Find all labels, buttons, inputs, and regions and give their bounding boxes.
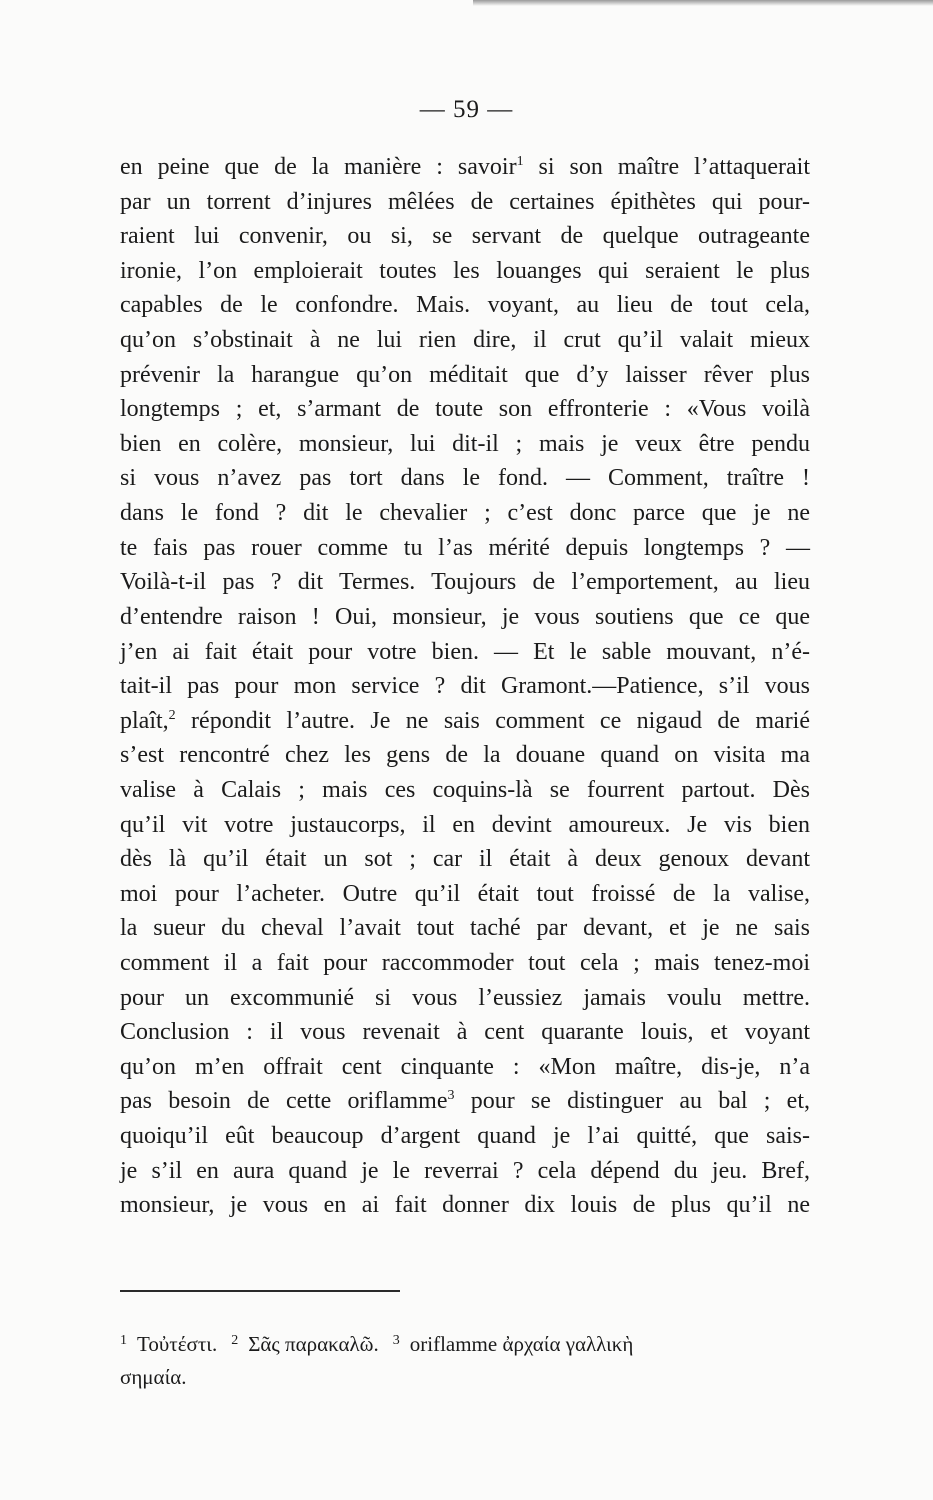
text-line-17: plaît,$^2$ répondit l’autre. Je ne sais comment ce nigaud de marié bbox=[120, 707, 810, 734]
footnote-ref-2[interactable]: 2 bbox=[168, 707, 176, 723]
text-line: qu’on s’obstinait à ne lui rien dire, il crut qu’il valait mieux bbox=[120, 327, 810, 354]
footnote-1-text: Τοὐτέστι. bbox=[137, 1332, 218, 1356]
footnote-2-number: 2 bbox=[231, 1333, 239, 1348]
text-line: moi pour l’acheter. Outre qu’il était tout froissé de la valise, bbox=[120, 880, 810, 907]
text-line: Conclusion : il vous revenait à cent quarante louis, et voyant bbox=[120, 1019, 810, 1046]
text-line: qu’il vit votre justaucorps, il en devint amoureux. Je vis bien bbox=[120, 811, 810, 838]
text-line: par un torrent d’injures mêlées de certaines épithètes qui pour- bbox=[120, 188, 810, 215]
footnote-2-text: Σᾶς παρακαλῶ. bbox=[248, 1332, 379, 1356]
text-line: longtemps ; et, s’armant de toute son effronterie : «Vous voilà bbox=[120, 396, 810, 423]
text-line: te fais pas rouer comme tu l’as mérité depuis longtemps ? — bbox=[120, 534, 810, 561]
text-line: si vous n’avez pas tort dans le fond. — Comment, traître ! bbox=[120, 465, 810, 492]
footnotes bbox=[120, 1323, 810, 1395]
text-line: capables de le confondre. Mais. voyant, au lieu de tout cela, bbox=[120, 292, 810, 319]
text-line: qu’on m’en offrait cent cinquante : «Mon maître, dis-je, n’a bbox=[120, 1053, 810, 1080]
text-line: comment il a fait pour raccommoder tout cela ; mais tenez-moi bbox=[120, 950, 810, 977]
text-line: j’en ai fait était pour votre bien. — Et le sable mouvant, n’é- bbox=[120, 638, 810, 665]
text-line: ironie, l’on emploierait toutes les louanges qui seraient le plus bbox=[120, 257, 810, 284]
text-line: dans le fond ? dit le chevalier ; c’est donc parce que je ne bbox=[120, 500, 810, 527]
body-text bbox=[120, 150, 810, 1223]
text-line: je s’il en aura quand je le reverrai ? cela dépend du jeu. Bref, bbox=[120, 1157, 810, 1184]
footnote-line-1 bbox=[120, 1323, 810, 1359]
footnote-ref-3[interactable]: 3 bbox=[447, 1088, 455, 1104]
text-line: Voilà-t-il pas ? dit Termes. Toujours de l’emportement, au lieu bbox=[120, 569, 810, 596]
footnote-line-2 bbox=[120, 1359, 810, 1395]
footnote-3-number: 3 bbox=[392, 1333, 400, 1348]
text-line-28: pas besoin de cette oriflamme$^3$ pour se distinguer au bal ; et, bbox=[120, 1088, 810, 1115]
text-line: la sueur du cheval l’avait tout taché par devant, et je ne sais bbox=[120, 915, 810, 942]
footnote-1-number: 1 bbox=[120, 1333, 127, 1348]
text-line: d’entendre raison ! Oui, monsieur, je vous soutiens que ce que bbox=[120, 603, 810, 630]
text-line: valise à Calais ; mais ces coquins-là se fourrent partout. Dès bbox=[120, 776, 810, 803]
text-line-1: en peine que de la manière : savoir$^1$ si son maître l’attaquerait bbox=[120, 154, 810, 180]
footnote-3-text: oriflamme ἀρχαία γαλλικὴ bbox=[409, 1332, 634, 1356]
text-line: s’est rencontré chez les gens de la douane quand on visita ma bbox=[120, 742, 810, 769]
text-line: raient lui convenir, ou si, se servant de quelque outrageante bbox=[120, 223, 810, 250]
text-line: tait-il pas pour mon service ? dit Gramont.—Patience, s’il vous bbox=[120, 673, 810, 700]
scan-edge-shadow bbox=[473, 0, 933, 6]
text-line: quoiqu’il eût beaucoup d’argent quand je l’ai quitté, que sais- bbox=[120, 1123, 810, 1150]
footnote-divider bbox=[120, 1290, 400, 1292]
text-line: monsieur, je vous en ai fait donner dix louis de plus qu’il ne bbox=[120, 1192, 810, 1219]
text-line: pour un excommunié si vous l’eussiez jamais voulu mettre. bbox=[120, 984, 810, 1011]
page-number: — 59 — bbox=[419, 96, 514, 123]
text-line: dès là qu’il était un sot ; car il était à deux genoux devant bbox=[120, 846, 810, 873]
footnote-ref-1[interactable]: 1 bbox=[516, 154, 524, 169]
text-line: prévenir la harangue qu’on méditait que d’y laisser rêver plus bbox=[120, 361, 810, 388]
footnote-3-continuation: σημαία. bbox=[120, 1365, 187, 1389]
text-line: bien en colère, monsieur, lui dit-il ; mais je veux être pendu bbox=[120, 430, 810, 457]
